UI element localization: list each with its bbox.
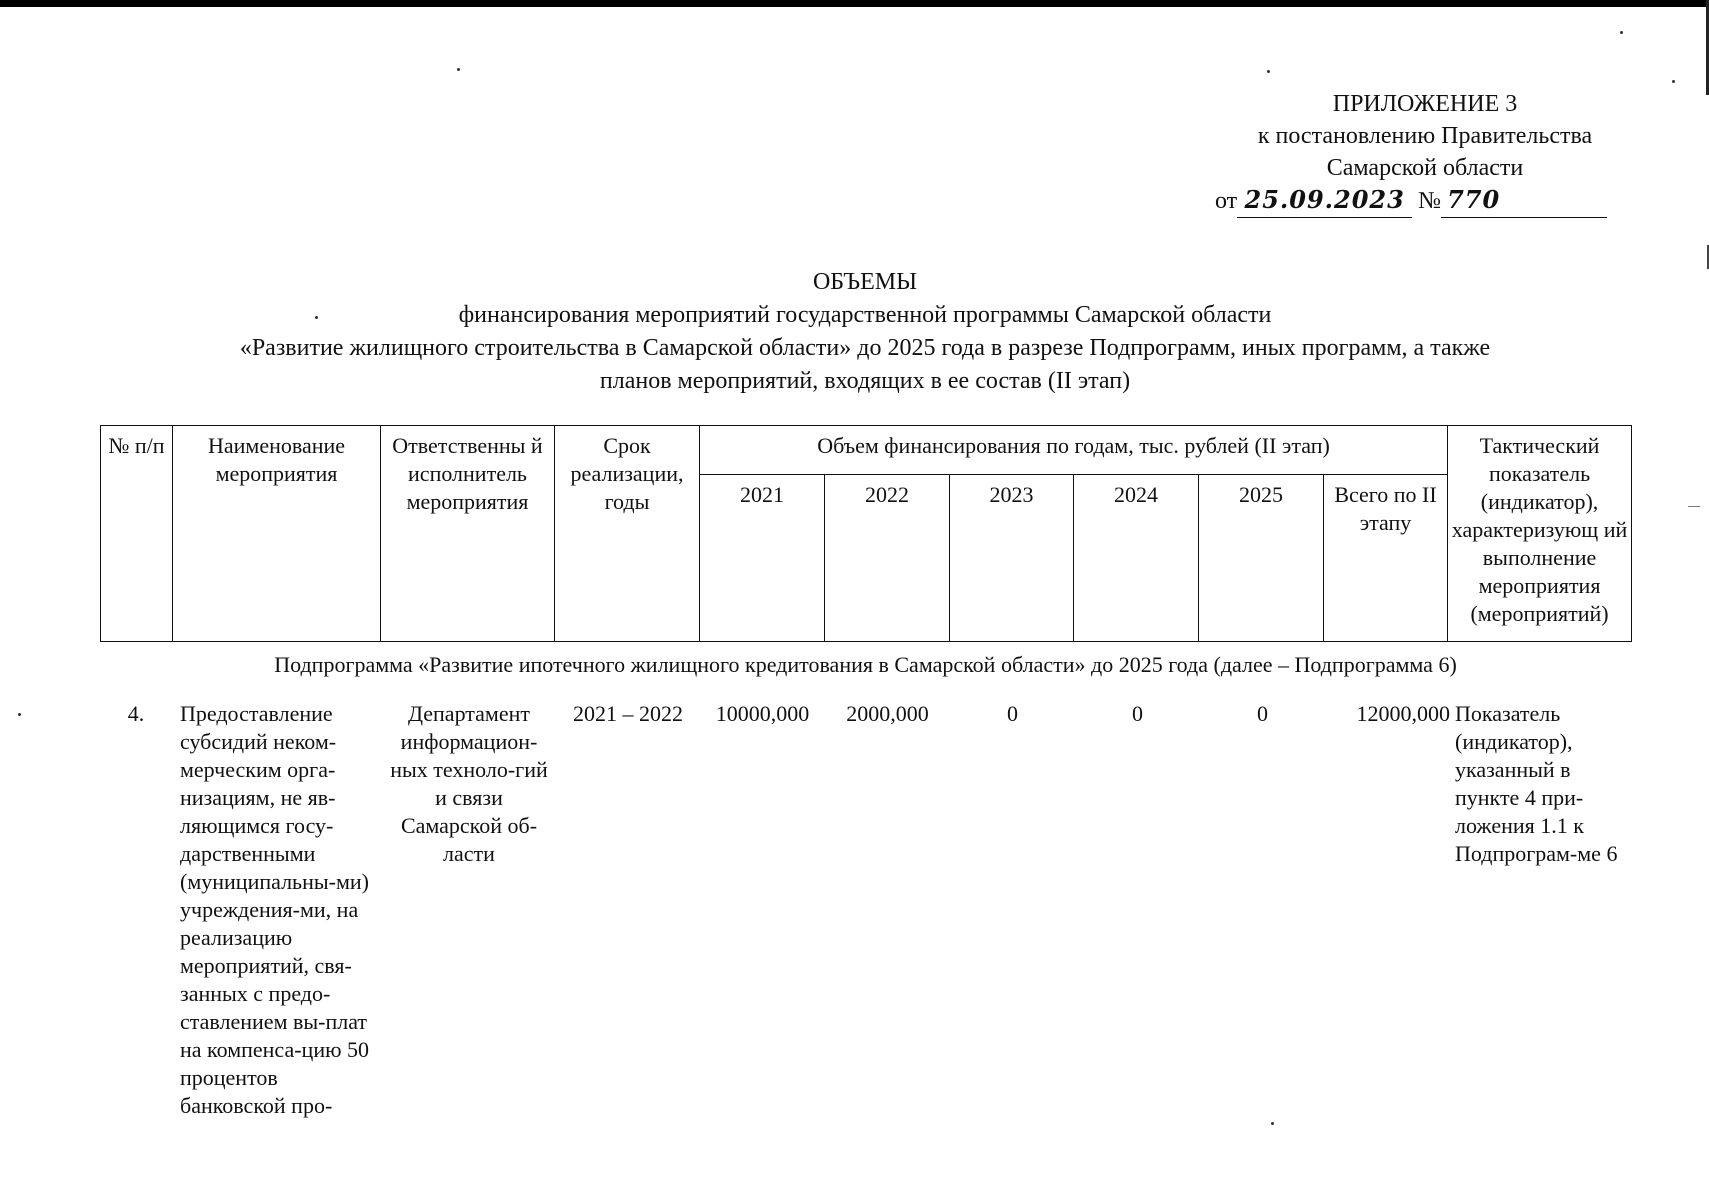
row-value-2024: 0 <box>1132 701 1143 726</box>
title-heading: ОБЪЕМЫ <box>812 269 918 295</box>
date-field <box>1237 184 1412 218</box>
from-prefix: от <box>1215 188 1238 214</box>
scan-speck <box>1271 1122 1274 1125</box>
funding-table-header <box>100 425 1632 642</box>
row-term: 2021 – 2022 <box>573 701 683 726</box>
header-year-2021: 2021 <box>700 475 825 642</box>
header-indicator: Тактический показатель (индикатор), характеризующ ий выполнение мероприятия (мероприятий) <box>1448 426 1632 642</box>
subprogram-title: Подпрограмма «Развитие ипотечного жилищного кредитования в Самарской области» до 2025 года (далее – Подпрограмма 6) <box>274 652 1457 677</box>
scan-speck <box>457 68 460 71</box>
appendix-block <box>1215 88 1635 218</box>
scan-top-border <box>0 0 1709 7</box>
header-num: № п/п <box>101 426 173 642</box>
row-value-2023: 0 <box>1007 701 1018 726</box>
header-executor: Ответственны й исполнитель мероприятия <box>381 426 555 642</box>
row-value-2025: 0 <box>1257 701 1268 726</box>
header-term: Срок реализации, годы <box>555 426 700 642</box>
appendix-date-line <box>1215 184 1635 218</box>
title-line-2: «Развитие жилищного строительства в Самарской области» до 2025 года в разрезе Подпрограмм, иных программ, а также <box>239 335 1491 361</box>
document-title <box>100 266 1630 398</box>
scan-speck <box>18 713 21 716</box>
row-value-2022: 2000,000 <box>846 701 929 726</box>
number-field <box>1441 184 1607 218</box>
scan-right-edge-dash <box>1688 506 1700 507</box>
appendix-line-3: Самарской области <box>1326 155 1524 181</box>
handwritten-number: 770 <box>1447 185 1501 214</box>
title-line-1: финансирования мероприятий государственной программы Самарской области <box>458 302 1272 328</box>
header-year-2024: 2024 <box>1074 475 1199 642</box>
row-num: 4. <box>127 701 145 726</box>
row-total: 12000,000 <box>1356 701 1450 726</box>
header-total: Всего по II этапу <box>1324 475 1448 642</box>
row-name: Предоставление субсидий неком-мерческим орга-низациям, не яв-ляющимся госу-дарственными (муниципальны-ми) учреждения-ми, на реализацию мероприятий, свя-занных с предо-ставлением вы-плат на компенса-цию 50 процентов банковской про- <box>180 701 370 1118</box>
appendix-line-2: к постановлению Правительства <box>1257 123 1593 149</box>
row-executor: Департамент информацион-ных техноло-гий и связи Самарской об-ласти <box>390 701 548 866</box>
row-indicator: Показатель (индикатор), указанный в пункте 4 при-ложения 1.1 к Подпрограм-ме 6 <box>1455 701 1618 866</box>
header-year-2022: 2022 <box>825 475 950 642</box>
handwritten-date: 25.09.2023 <box>1244 185 1405 214</box>
scan-speck <box>1267 70 1270 73</box>
header-year-2025: 2025 <box>1199 475 1324 642</box>
header-year-2023: 2023 <box>950 475 1074 642</box>
number-sign: № <box>1418 188 1442 214</box>
title-line-3: планов мероприятий, входящих в ее состав (II этап) <box>599 368 1131 394</box>
scan-speck <box>1620 31 1623 34</box>
appendix-label: ПРИЛОЖЕНИЕ 3 <box>1332 91 1518 117</box>
header-name: Наименование мероприятия <box>173 426 381 642</box>
header-funding: Объем финансирования по годам, тыс. рублей (II этап) <box>700 426 1448 475</box>
row-value-2021: 10000,000 <box>715 701 810 726</box>
scan-speck <box>1672 80 1675 83</box>
